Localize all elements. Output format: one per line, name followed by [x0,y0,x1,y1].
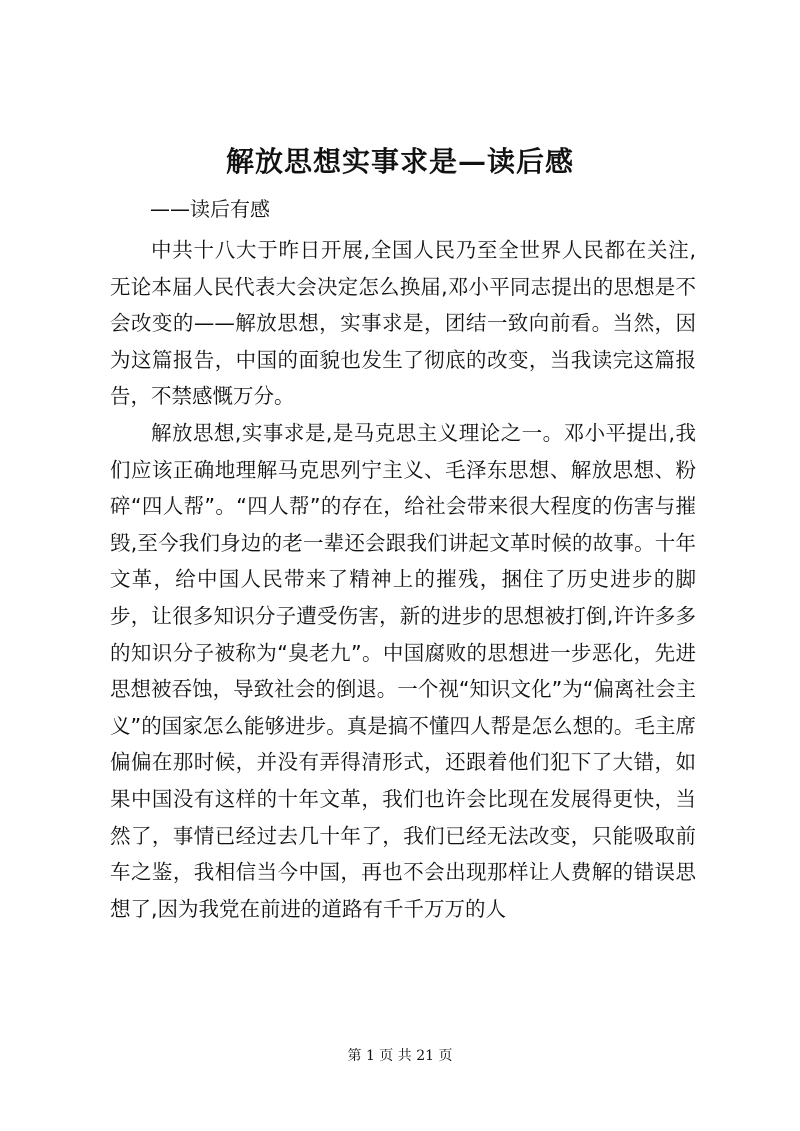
paragraph-2: 解放思想,实事求是,是马克思主义理论之一。邓小平提出,我们应该正确地理解马克思列宁主义、毛泽东思想、解放思想、粉碎“四人帮”。“四人帮”的存在，给社会带来很大程度的伤害与摧毁,至今我们身边的老一辈还会跟我们讲起文革时候的故事。十年文革，给中国人民带来了精神上的摧残，捆住了历史进步的脚步，让很多知识分子遭受伤害，新的进步的思想被打倒,许许多多的知识分子被称为“臭老九”。中国腐败的思想进一步恶化，先进思想被吞蚀，导致社会的倒退。一个视“知识文化”为“偏离社会主义”的国家怎么能够进步。真是搞不懂四人帮是怎么想的。毛主席偏偏在那时候，并没有弄得清形式，还跟着他们犯下了大错，如果中国没有这样的十年文革，我们也许会比现在发展得更快，当然了，事情已经过去几十年了，我们已经无法改变，只能吸取前车之鉴，我相信当今中国，再也不会出现那样让人费解的错误思想了,因为我党在前进的道路有千千万万的人 [110,420,696,921]
document-subtitle: ——读后有感 [150,197,270,221]
document-body [110,232,696,927]
paragraph-1: 中共十八大于昨日开展,全国人民乃至全世界人民都在关注,无论本届人民代表大会决定怎么换届,邓小平同志提出的思想是不会改变的——解放思想，实事求是，团结一致向前看。当然，因为这篇报告，中国的面貌也发生了彻底的改变，当我读完这篇报告，不禁感慨万分。 [110,238,696,409]
page-number-footer: 第 1 页 共 21 页 [347,1048,453,1064]
document-title: 解放思想实事求是—读后感 [225,145,574,178]
